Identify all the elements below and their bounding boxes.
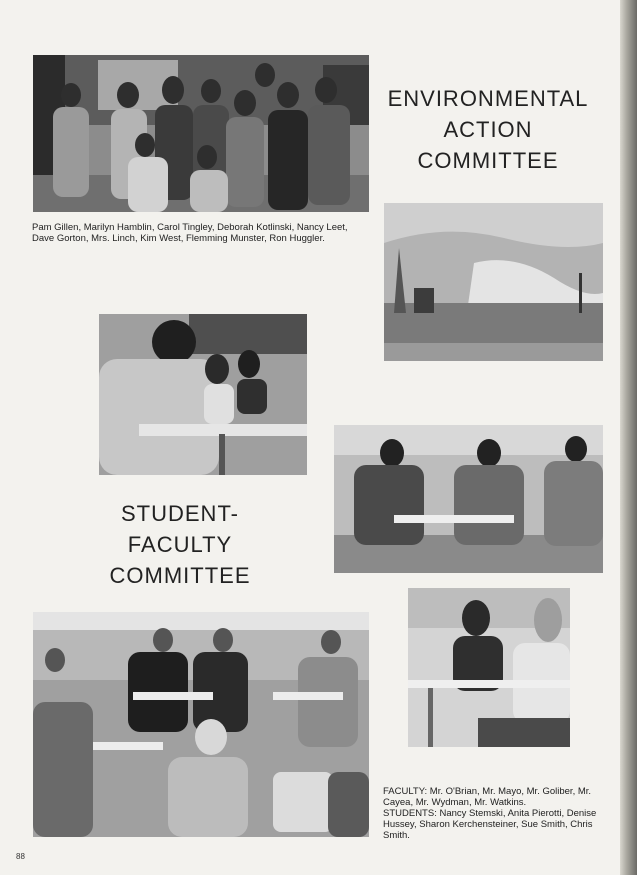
environmental-heading <box>378 83 598 176</box>
students-caption: STUDENTS: Nancy Stemski, Anita Pierotti, Denise Hussey, Sharon Kerchensteiner, Sue Smith, Chris Smith. <box>383 808 597 841</box>
seated-men-photo <box>334 425 603 573</box>
environmental-heading-line-3: COMMITTEE <box>417 148 559 173</box>
environmental-caption: Pam Gillen, Marilyn Hamblin, Carol Tingley, Deborah Kotlinski, Nancy Leet, Dave Gorton, Mrs. Linch, Kim West, Flemming Munster, Ron Huggler. <box>32 222 348 244</box>
environmental-heading-line-2: ACTION <box>443 117 533 142</box>
landscape-smoke-photo <box>384 203 603 361</box>
student-faculty-caption <box>383 786 599 841</box>
two-students-photo <box>408 588 570 747</box>
student-faculty-heading <box>90 498 270 591</box>
faculty-caption: FACULTY: Mr. O'Brian, Mr. Mayo, Mr. Goliber, Mr. Cayea, Mr. Wydman, Mr. Watkins. <box>383 786 592 808</box>
student-faculty-heading-line-2: FACULTY <box>127 532 233 557</box>
meeting-room-photo <box>33 612 369 837</box>
environmental-heading-line-1: ENVIRONMENTAL <box>387 86 589 111</box>
environmental-group-photo <box>33 55 369 212</box>
page-number: 88 <box>16 852 25 861</box>
student-faculty-heading-line-3: COMMITTEE <box>109 563 251 588</box>
classroom-writing-photo <box>99 314 307 475</box>
student-faculty-heading-line-1: STUDENT- <box>121 501 239 526</box>
binding-gutter <box>620 0 637 875</box>
